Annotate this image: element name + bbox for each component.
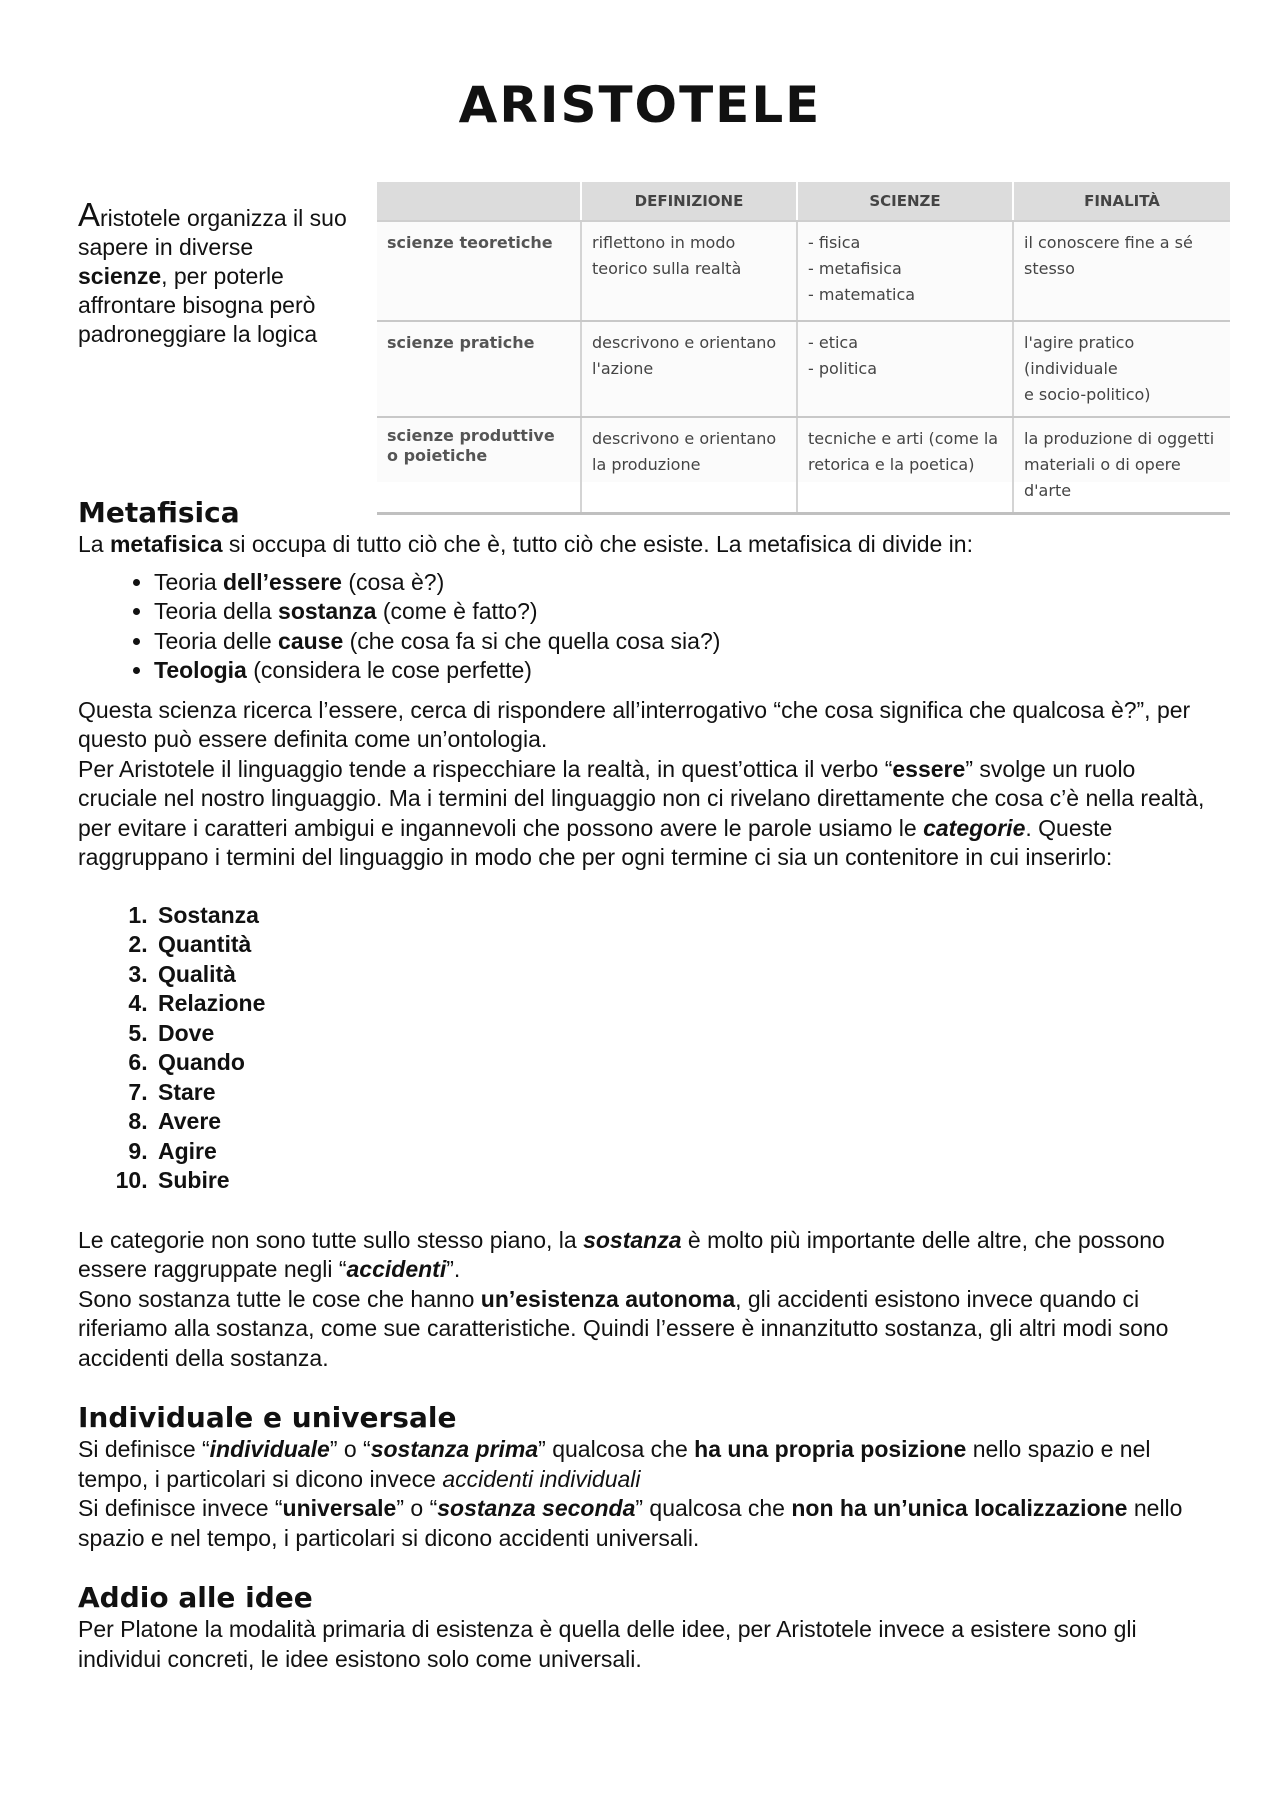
section-addio <box>78 1581 1208 1674</box>
table-cell: scienze produttive o poietiche <box>377 417 581 514</box>
linguaggio-paragraph: Per Aristotele il linguaggio tende a rispecchiare la realtà, in quest’ottica il verbo “essere” svolge un ruolo cruciale nel nostro linguaggio. Ma i termini del linguaggio non ci rivelano direttamente che cosa c’è nella realtà, per evitare i caratteri ambigui e ingannevoli che possono avere le parole usiamo le categorie. Queste raggruppano i termini del linguaggio in modo che per ogni termine ci sia un contenitore in cui inserirlo: <box>78 755 1205 870</box>
list-item: • Teoria dell’essere (cosa è?) <box>154 568 1208 598</box>
table-cell: scienze teoretiche <box>377 221 581 321</box>
list-item: 9. Agire <box>154 1137 1208 1167</box>
list-item: 6. Quando <box>154 1048 1208 1078</box>
ontologia-paragraph: Questa scienza ricerca l’essere, cerca di rispondere all’interrogativo “che cosa significa che qualcosa è?”, per questo può essere definita come un’ontologia. <box>78 696 1191 752</box>
list-item: 1. Sostanza <box>154 901 1208 931</box>
list-item: • Teologia (considera le cose perfette) <box>154 656 1208 686</box>
metafisica-bullet-list <box>78 568 1208 686</box>
categories-list <box>78 901 1208 1196</box>
accidenti-paragraph: Sono sostanza tutte le cose che hanno un’esistenza autonoma, gli accidenti esistono invece quando ci riferiamo alla sostanza, come sue caratteristiche. Quindi l’essere è innanzitutto sostanza, gli altri modi sono accidenti della sostanza. <box>78 1285 1169 1371</box>
table-cell: descrivono e orientano la produzione <box>581 417 797 514</box>
list-item: • Teoria delle cause (che cosa fa si che quella cosa sia?) <box>154 627 1208 657</box>
section-heading-metafisica: Metafisica <box>78 496 240 529</box>
table-cell: descrivono e orientano l'azione <box>581 321 797 417</box>
list-item: 5. Dove <box>154 1019 1208 1049</box>
intro-paragraph: Aristotele organizza il suo sapere in diverse scienze, per poterle affrontare bisogna però padroneggiare la logica <box>78 196 347 347</box>
list-item: 8. Avere <box>154 1107 1208 1137</box>
table-row <box>377 221 1230 321</box>
table-cell: riflettono in modo teorico sulla realtà <box>581 221 797 321</box>
table-header: SCIENZE <box>797 182 1013 221</box>
table-cell: l'agire pratico (individuale e socio-politico) <box>1013 321 1230 417</box>
table-cell: - fisica - metafisica - matematica <box>797 221 1013 321</box>
sciences-table <box>377 182 1230 515</box>
table-header-row <box>377 182 1230 221</box>
table-header: FINALITÀ <box>1013 182 1230 221</box>
addio-paragraph: Per Platone la modalità primaria di esistenza è quella delle idee, per Aristotele invece a esistere sono gli individui concreti, le idee esistono solo come universali. <box>78 1616 1137 1672</box>
table-header <box>377 182 581 221</box>
list-item: 10. Subire <box>154 1166 1208 1196</box>
table-cell: il conoscere fine a sé stesso <box>1013 221 1230 321</box>
list-item: 7. Stare <box>154 1078 1208 1108</box>
list-item: 4. Relazione <box>154 989 1208 1019</box>
section-heading-individuale: Individuale e universale <box>78 1401 457 1434</box>
table-cell: - etica - politica <box>797 321 1013 417</box>
table-header: DEFINIZIONE <box>581 182 797 221</box>
sostanza-paragraph: Le categorie non sono tutte sullo stesso piano, la sostanza è molto più importante delle altre, che possono essere raggruppate negli “accidenti”. <box>78 1226 1165 1282</box>
section-individuale <box>78 1401 1208 1553</box>
table-row <box>377 321 1230 417</box>
main-content <box>78 496 1208 1674</box>
sciences-table-image <box>377 182 1230 500</box>
table-cell: scienze pratiche <box>377 321 581 417</box>
list-item: 3. Qualità <box>154 960 1208 990</box>
metafisica-intro: La metafisica si occupa di tutto ciò che è, tutto ciò che esiste. La metafisica di divide in: <box>78 531 973 557</box>
individuale-paragraph: Si definisce “individuale” o “sostanza prima” qualcosa che ha una propria posizione nello spazio e nel tempo, i particolari si dicono invece accidenti individuali <box>78 1436 1151 1492</box>
list-item: • Teoria della sostanza (come è fatto?) <box>154 597 1208 627</box>
table-cell: tecniche e arti (come la retorica e la poetica) <box>797 417 1013 514</box>
intro-dropcap: A <box>78 196 101 233</box>
page-title: ARISTOTELE <box>458 76 822 134</box>
table-cell: la produzione di oggetti materiali o di opere d'arte <box>1013 417 1230 514</box>
list-item: 2. Quantità <box>154 930 1208 960</box>
section-heading-addio: Addio alle idee <box>78 1581 313 1614</box>
universale-paragraph: Si definisce invece “universale” o “sostanza seconda” qualcosa che non ha un’unica localizzazione nello spazio e nel tempo, i particolari si dicono accidenti universali. <box>78 1495 1183 1551</box>
